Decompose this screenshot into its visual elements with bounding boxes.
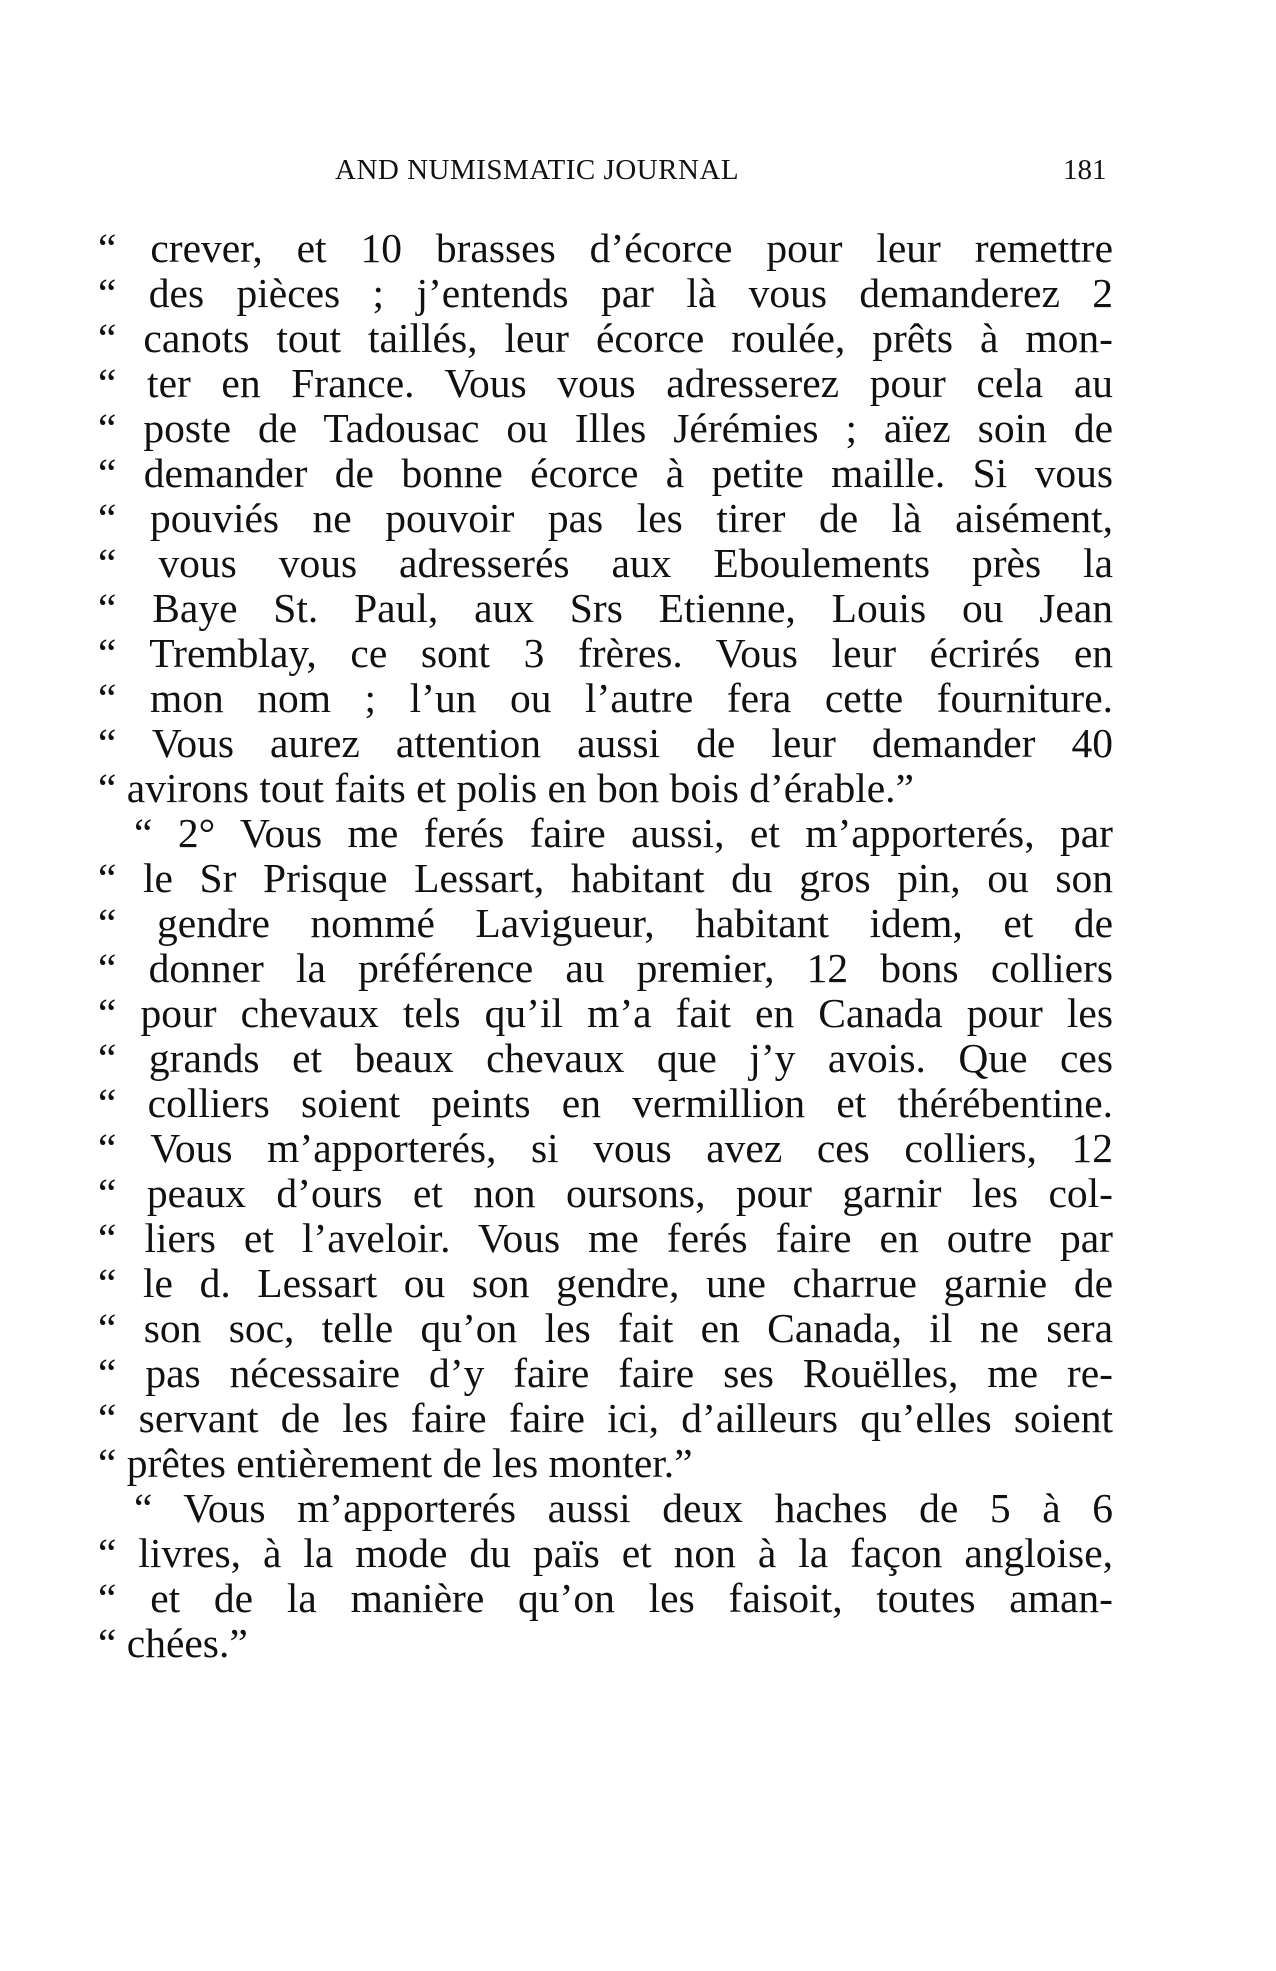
text-line: “ poste de Tadousac ou Illes Jérémies ; aïez soin de — [98, 405, 1113, 451]
text-line: “ des pièces ; j’entends par là vous demanderez 2 — [98, 270, 1113, 316]
text-line: “ son soc, telle qu’on les fait en Canada, il ne sera — [98, 1305, 1113, 1351]
text-line: “ chées.” — [98, 1620, 248, 1666]
running-title: AND NUMISMATIC JOURNAL — [335, 154, 740, 186]
text-line: “ mon nom ; l’un ou l’autre fera cette fourniture. — [98, 675, 1113, 721]
text-line: “ Vous aurez attention aussi de leur demander 40 — [98, 720, 1113, 766]
text-line: “ le Sr Prisque Lessart, habitant du gros pin, ou son — [98, 855, 1113, 901]
text-line: “ pouviés ne pouvoir pas les tirer de là aisément, — [98, 495, 1113, 541]
text-line: “ Baye St. Paul, aux Srs Etienne, Louis ou Jean — [98, 585, 1113, 631]
text-line: “ liers et l’aveloir. Vous me ferés faire en outre par — [98, 1215, 1113, 1261]
text-line: “ servant de les faire faire ici, d’ailleurs qu’elles soient — [98, 1395, 1113, 1441]
text-line: “ colliers soient peints en vermillion et thérébentine. — [98, 1080, 1113, 1126]
text-line: “ et de la manière qu’on les faisoit, toutes aman- — [98, 1575, 1113, 1621]
running-head — [0, 150, 1276, 190]
text-line: “ grands et beaux chevaux que j’y avois. Que ces — [98, 1035, 1113, 1081]
text-line: “ gendre nommé Lavigueur, habitant idem, et de — [98, 900, 1113, 946]
body-text — [98, 226, 1113, 1666]
text-line: “ pas nécessaire d’y faire faire ses Rouëlles, me re- — [98, 1350, 1113, 1396]
text-line: “ donner la préférence au premier, 12 bons colliers — [98, 945, 1113, 991]
text-line: “ Tremblay, ce sont 3 frères. Vous leur écrirés en — [98, 630, 1113, 676]
text-line: “ peaux d’ours et non oursons, pour garnir les col- — [98, 1170, 1113, 1216]
text-line: “ crever, et 10 brasses d’écorce pour leur remettre — [98, 225, 1113, 271]
text-line: “ livres, à la mode du païs et non à la façon angloise, — [98, 1530, 1113, 1576]
text-line: “ pour chevaux tels qu’il m’a fait en Canada pour les — [98, 990, 1113, 1036]
text-line: “ ter en France. Vous vous adresserez pour cela au — [98, 360, 1113, 406]
page-number: 181 — [1063, 154, 1107, 186]
text-line: “ Vous m’apporterés aussi deux haches de 5 à 6 — [134, 1485, 1113, 1531]
text-line: “ prêtes entièrement de les monter.” — [98, 1440, 693, 1486]
text-line: “ 2° Vous me ferés faire aussi, et m’apporterés, par — [134, 810, 1113, 856]
text-line: “ le d. Lessart ou son gendre, une charrue garnie de — [98, 1260, 1113, 1306]
text-line: “ demander de bonne écorce à petite maille. Si vous — [98, 450, 1113, 496]
text-line: “ vous vous adresserés aux Eboulements près la — [98, 540, 1113, 586]
text-line: “ avirons tout faits et polis en bon bois d’érable.” — [98, 765, 914, 811]
text-line: “ canots tout taillés, leur écorce roulée, prêts à mon- — [98, 315, 1113, 361]
text-line: “ Vous m’apporterés, si vous avez ces colliers, 12 — [98, 1125, 1113, 1171]
